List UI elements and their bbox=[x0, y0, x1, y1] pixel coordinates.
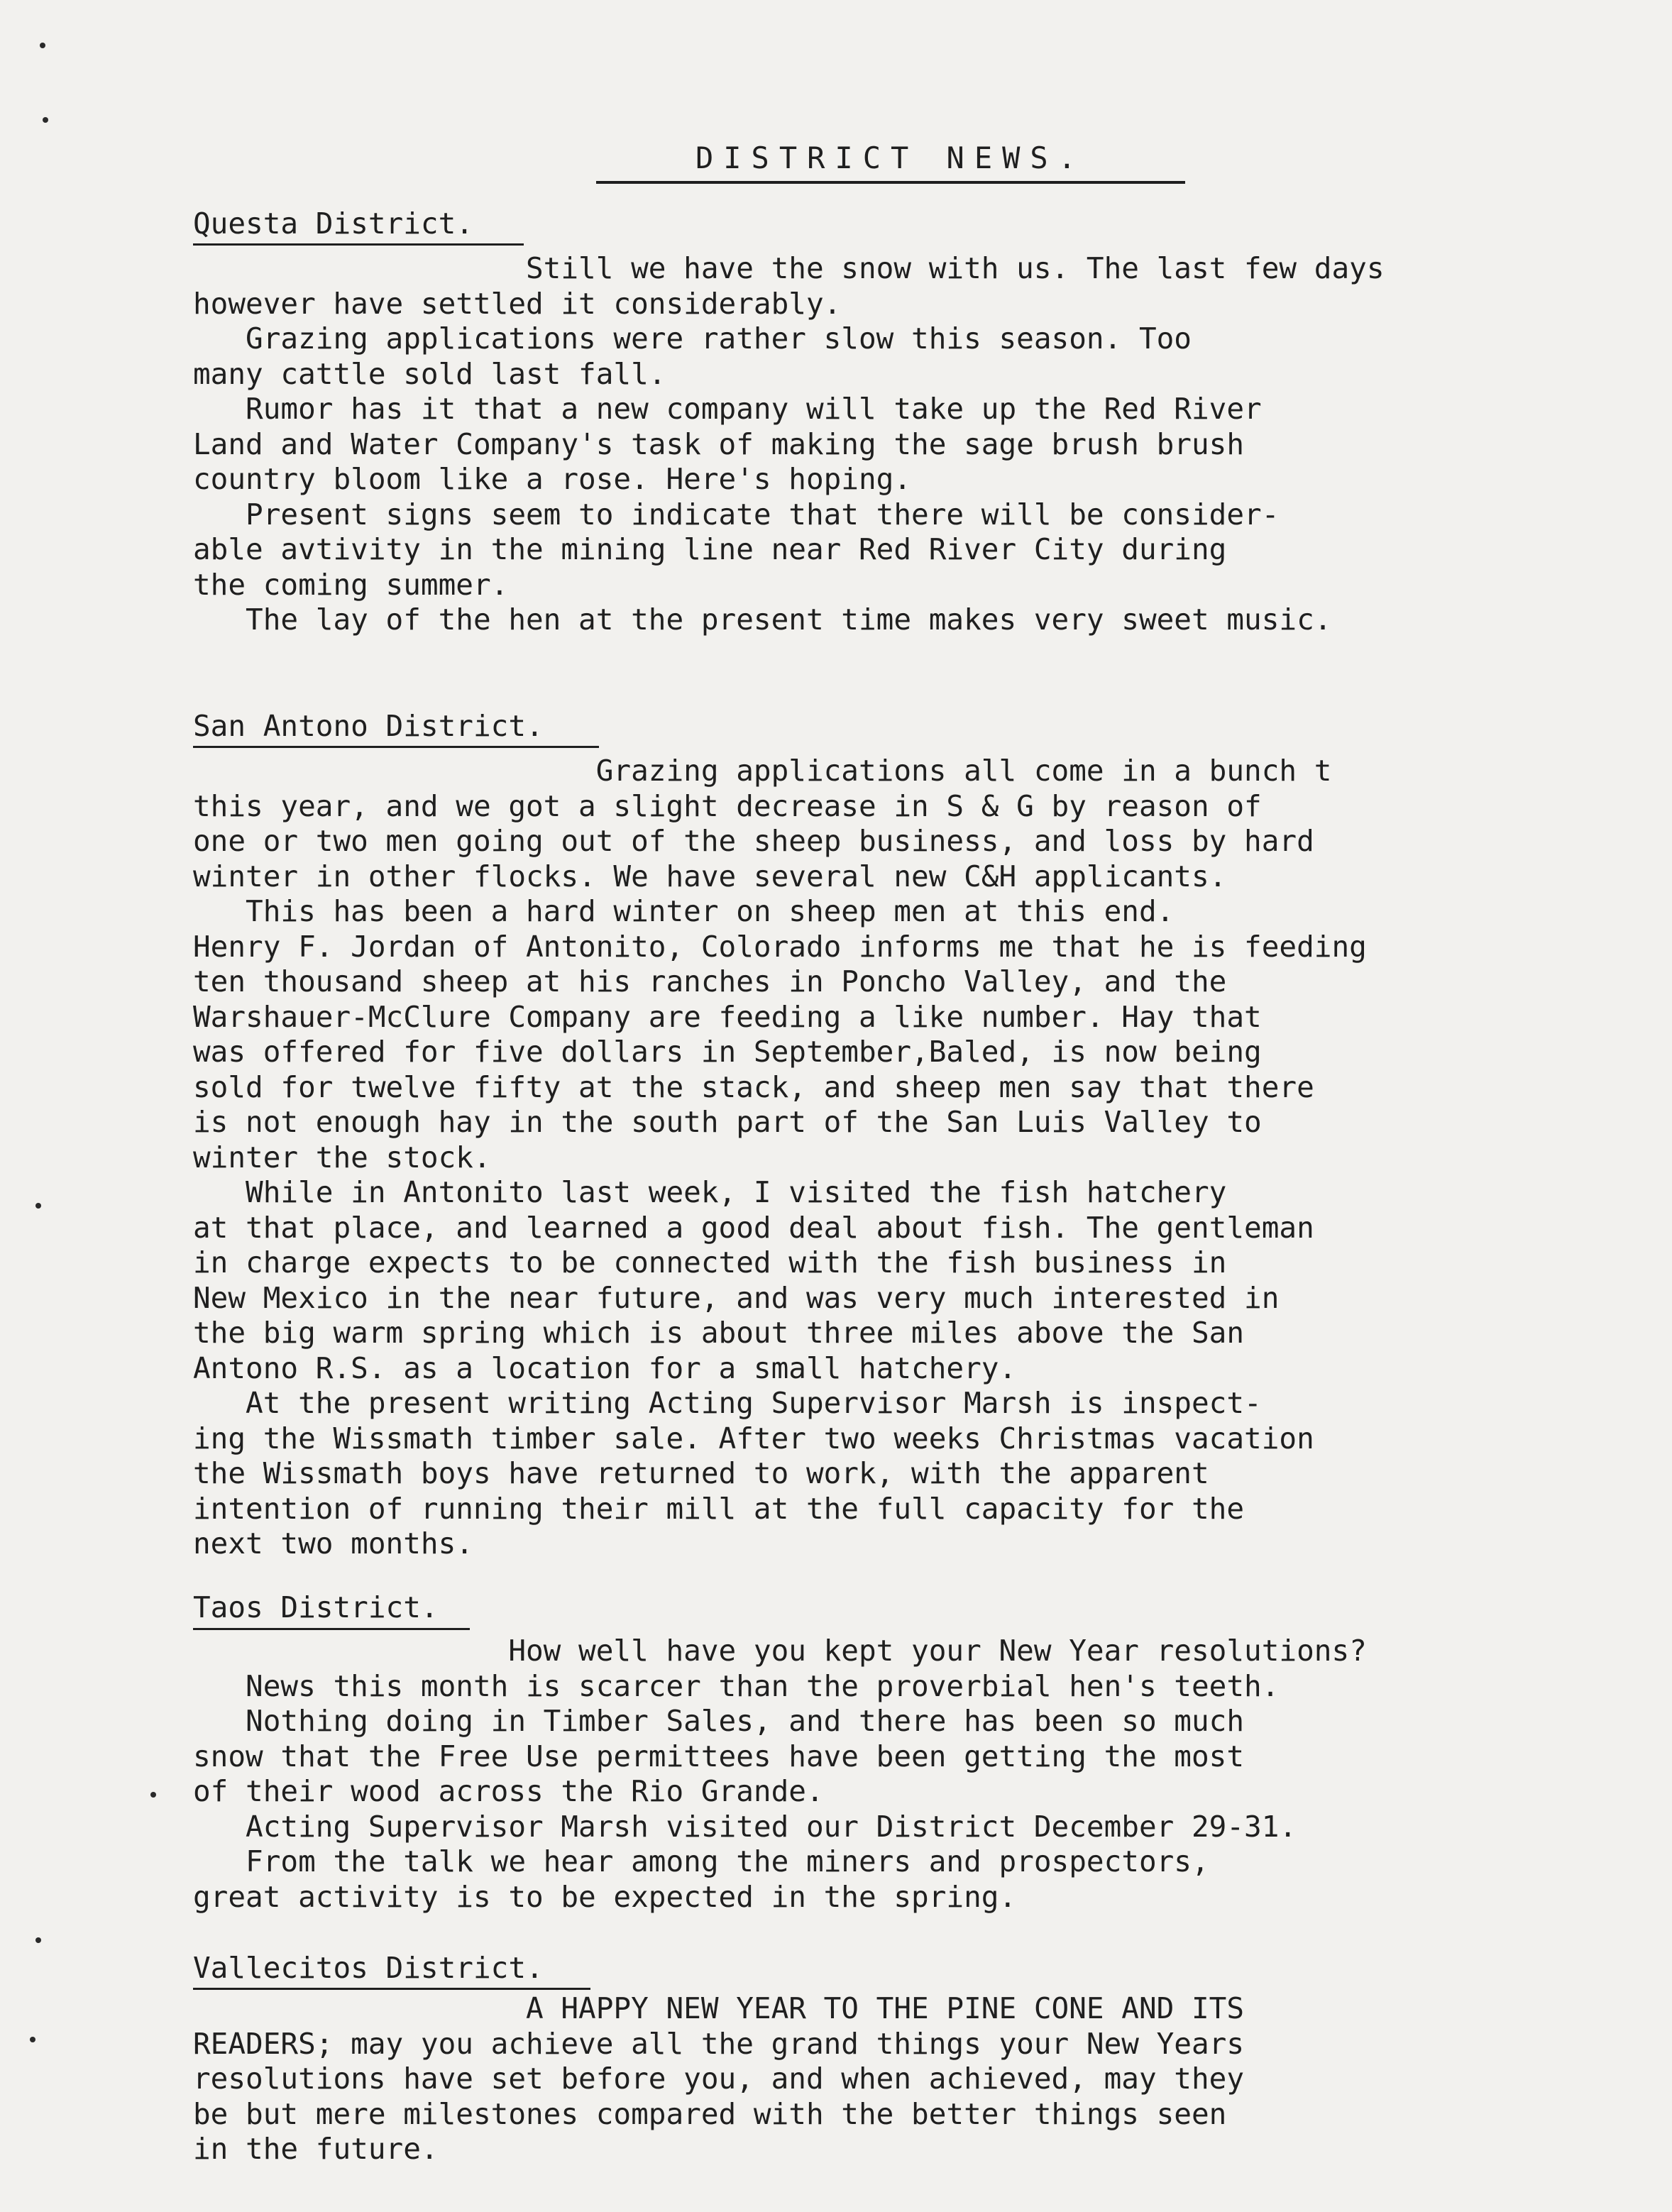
text-line: New Mexico in the near future, and was very much interested in bbox=[193, 1280, 1280, 1315]
text-line: While in Antonito last week, I visited the fish hatchery bbox=[193, 1175, 1227, 1209]
text-line: Henry F. Jordan of Antonito, Colorado informs me that he is feeding bbox=[193, 929, 1367, 964]
text-line: country bloom like a rose. Here's hoping. bbox=[193, 462, 912, 496]
text-line: Antono R.S. as a location for a small hatchery. bbox=[193, 1350, 1017, 1385]
text-line: Grazing applications were rather slow this season. Too bbox=[193, 321, 1192, 356]
text-line: At the present writing Acting Supervisor Marsh is inspect- bbox=[193, 1386, 1262, 1420]
text-line: however have settled it considerably. bbox=[193, 286, 842, 321]
text-line: was offered for five dollars in September,Baled, is now being bbox=[193, 1035, 1262, 1069]
text-line: next two months. bbox=[193, 1526, 473, 1561]
text-line: Rumor has it that a new company will take up the Red River bbox=[193, 392, 1262, 426]
text-line: This has been a hard winter on sheep men at this end. bbox=[193, 894, 1175, 928]
text-line: resolutions have set before you, and when achieved, may they bbox=[193, 2062, 1245, 2096]
heading-rule-questa bbox=[193, 243, 524, 246]
section-body-taos bbox=[193, 1634, 1367, 1915]
text-line: Present signs seem to indicate that there will be consider- bbox=[193, 497, 1280, 532]
text-line: Warshauer-McClure Company are feeding a like number. Hay that bbox=[193, 999, 1262, 1034]
text-line: A HAPPY NEW YEAR TO THE PINE CONE AND ITS bbox=[193, 1991, 1245, 2025]
section-heading-vallecitos: Vallecitos District. bbox=[193, 1951, 544, 1985]
text-line: intention of running their mill at the full capacity for the bbox=[193, 1491, 1245, 1526]
text-line: in the future. bbox=[193, 2132, 439, 2166]
section-body-questa bbox=[193, 251, 1385, 638]
text-line: Land and Water Company's task of making the sage brush brush bbox=[193, 427, 1245, 461]
heading-rule-san-antono bbox=[193, 746, 599, 748]
page-title: DISTRICT NEWS. bbox=[596, 141, 1185, 184]
text-line: Nothing doing in Timber Sales, and there has been so much bbox=[193, 1704, 1245, 1738]
text-line: Acting Supervisor Marsh visited our District December 29-31. bbox=[193, 1809, 1297, 1844]
heading-rule-vallecitos bbox=[193, 1988, 590, 1990]
section-body-san-antono bbox=[193, 754, 1367, 1562]
text-line: sold for twelve fifty at the stack, and sheep men say that there bbox=[193, 1069, 1314, 1104]
scan-speck bbox=[40, 43, 45, 48]
text-line: one or two men going out of the sheep business, and loss by hard bbox=[193, 824, 1314, 858]
text-line: the coming summer. bbox=[193, 567, 509, 602]
text-line: of their wood across the Rio Grande. bbox=[193, 1774, 824, 1808]
text-line: snow that the Free Use permittees have been getting the most bbox=[193, 1739, 1245, 1773]
text-line: is not enough hay in the south part of the San Luis Valley to bbox=[193, 1105, 1262, 1139]
text-line: be but mere milestones compared with the better things seen bbox=[193, 2096, 1227, 2131]
text-line: The lay of the hen at the present time makes very sweet music. bbox=[193, 602, 1332, 637]
section-heading-taos: Taos District. bbox=[193, 1590, 439, 1624]
text-line: this year, and we got a slight decrease in S & G by reason of bbox=[193, 788, 1262, 823]
section-body-vallecitos bbox=[193, 1991, 1244, 2167]
scan-speck bbox=[43, 117, 48, 123]
scan-speck bbox=[150, 1792, 156, 1798]
scan-speck bbox=[35, 1203, 41, 1209]
text-line: the big warm spring which is about three miles above the San bbox=[193, 1316, 1245, 1350]
text-line: ten thousand sheep at his ranches in Poncho Valley, and the bbox=[193, 964, 1227, 998]
text-line: From the talk we hear among the miners and prospectors, bbox=[193, 1844, 1209, 1878]
text-line: winter in other flocks. We have several new C&H applicants. bbox=[193, 859, 1227, 893]
text-line: READERS; may you achieve all the grand things your New Years bbox=[193, 2026, 1245, 2061]
text-line: ing the Wissmath timber sale. After two weeks Christmas vacation bbox=[193, 1421, 1314, 1456]
section-heading-questa: Questa District. bbox=[193, 207, 473, 241]
text-line: able avtivity in the mining line near Red River City during bbox=[193, 532, 1227, 566]
heading-rule-taos bbox=[193, 1628, 470, 1630]
text-line: the Wissmath boys have returned to work, with the apparent bbox=[193, 1456, 1209, 1490]
text-line: Still we have the snow with us. The last few days bbox=[193, 251, 1385, 285]
text-line: at that place, and learned a good deal about fish. The gentleman bbox=[193, 1210, 1314, 1245]
text-line: winter the stock. bbox=[193, 1140, 491, 1174]
section-heading-san-antono: San Antono District. bbox=[193, 709, 544, 743]
scan-speck bbox=[35, 1937, 41, 1943]
text-line: How well have you kept your New Year resolutions? bbox=[193, 1634, 1367, 1668]
text-line: great activity is to be expected in the spring. bbox=[193, 1879, 1017, 1914]
text-line: News this month is scarcer than the proverbial hen's teeth. bbox=[193, 1668, 1280, 1703]
text-line: Grazing applications all come in a bunch t bbox=[193, 754, 1332, 788]
text-line: in charge expects to be connected with the fish business in bbox=[193, 1245, 1227, 1280]
text-line: many cattle sold last fall. bbox=[193, 356, 666, 391]
scan-speck bbox=[30, 2037, 35, 2042]
